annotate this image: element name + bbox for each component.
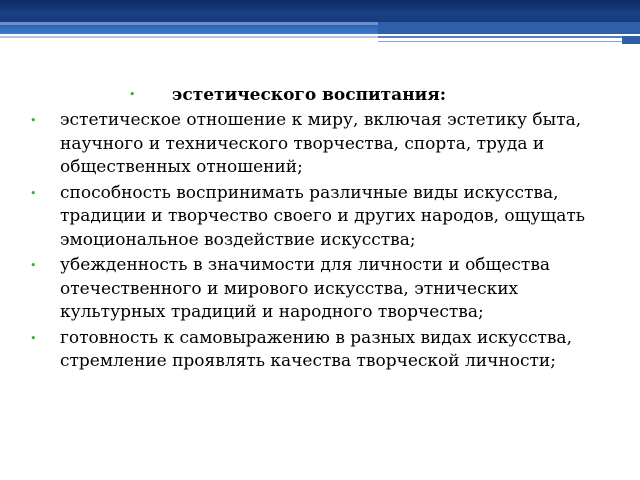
bullet-icon: •: [129, 88, 136, 101]
bullet-icon: •: [30, 331, 37, 345]
header-band-right-block: [378, 22, 640, 34]
header-line-left: [0, 36, 378, 38]
list-item-text: способность воспринимать различные виды искусства, традиции и творчество своего и других народов, ощущать эмоциональное воздействие искусства;: [60, 182, 586, 250]
slide-content: [30, 84, 610, 376]
slide-heading-text: эстетического воспитания:: [172, 85, 447, 105]
bullet-icon: •: [30, 186, 37, 200]
bullet-icon: •: [30, 259, 37, 272]
list-item: [30, 182, 610, 253]
list-item: [30, 109, 610, 180]
bullet-icon: •: [30, 114, 37, 127]
header-line-thin: [378, 41, 622, 42]
slide-heading: [30, 84, 610, 106]
list-item-text: эстетическое отношение к миру, включая эстетику быта, научного и технического творчества, спорта, труда и общественных отношений;: [60, 110, 582, 177]
bullet-list: [30, 109, 610, 374]
list-item: [30, 327, 610, 374]
list-item-text: убежденность в значимости для личности и общества отечественного и мирового искусства, этнических культурных традиций и народного творчества;: [60, 255, 551, 322]
header-band-dark: [0, 0, 640, 22]
list-item-text: готовность к самовыражению в разных видах искусства, стремление проявлять качества творческой личности;: [60, 327, 572, 371]
header-line-right: [378, 36, 640, 38]
list-item: [30, 254, 610, 325]
header-band-right-edge: [622, 36, 640, 44]
